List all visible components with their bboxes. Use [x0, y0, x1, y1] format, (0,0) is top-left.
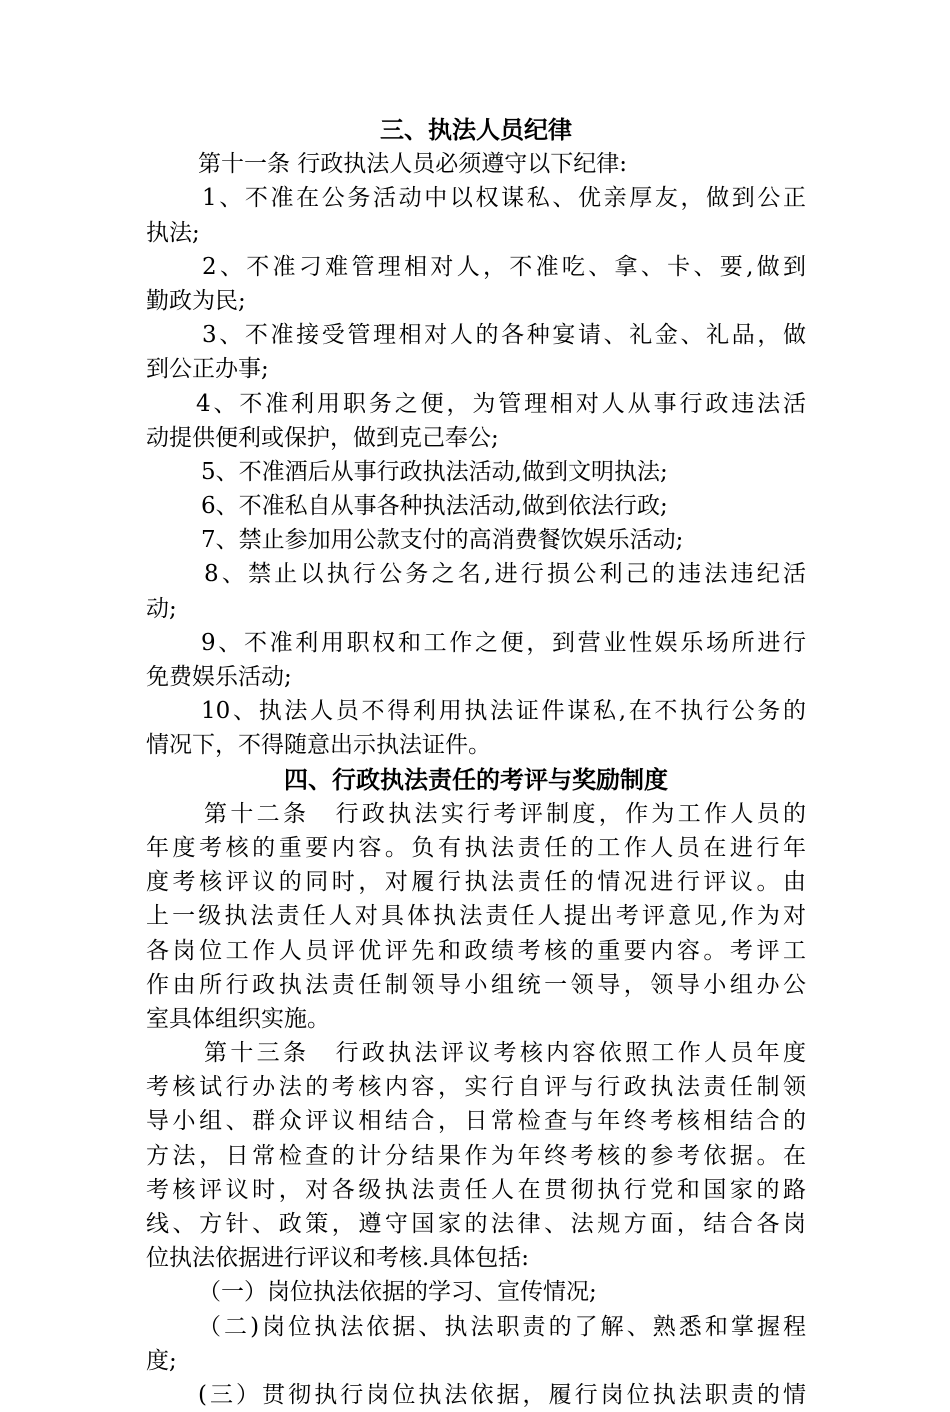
sub-item-3: (三）贯彻执行岗位执法依据，履行岗位执法职责的情: [198, 1381, 806, 1408]
section-heading: 三、执法人员纪律: [380, 116, 572, 144]
list-item-1: 1、不准在公务活动中以权谋私、优亲厚友，做到公正: [202, 185, 806, 212]
list-item-2: 2、不准刁难管理相对人，不准吃、拿、卡、要,做到: [202, 253, 806, 280]
list-item-6: 6、不准私自从事各种执法活动,做到依法行政;: [201, 493, 668, 520]
list-item-3-cont: 到公正办事;: [146, 356, 269, 383]
list-item-10: 10、执法人员不得利用执法证件谋私,在不执行公务的: [201, 698, 806, 725]
paragraph-line: 线、方针、政策，遵守国家的法律、法规方面，结合各岗: [146, 1211, 806, 1237]
sub-item-2: （二)岗位执法依据、执法职责的了解、熟悉和掌握程: [198, 1313, 806, 1340]
list-item-2-cont: 勤政为民;: [146, 287, 246, 314]
paragraph-line: 室具体组织实施。: [146, 1005, 330, 1032]
list-item-4-cont: 动提供便利或保护，做到克己奉公;: [146, 424, 499, 451]
paragraph-line: 第十二条 行政执法实行考评制度，作为工作人员的: [204, 800, 806, 827]
list-item-4: 4、不准利用职务之便，为管理相对人从事行政违法活: [196, 390, 806, 417]
paragraph-line: 各岗位工作人员评优评先和政绩考核的重要内容。考评工: [146, 937, 806, 964]
list-item-3: 3、不准接受管理相对人的各种宴请、礼金、礼品，做: [202, 322, 806, 349]
sub-item-1: （一）岗位执法依据的学习、宣传情况;: [198, 1279, 597, 1306]
list-item-5: 5、不准酒后从事行政执法活动,做到文明执法;: [201, 458, 668, 485]
article-11-intro: 第十一条 行政执法人员必须遵守以下纪律:: [198, 151, 628, 178]
document-body: [146, 113, 806, 1412]
paragraph-line: 考核评议时，对各级执法责任人在贯彻执行党和国家的路: [146, 1176, 806, 1203]
paragraph-line: 方法，日常检查的计分结果作为年终考核的参考依据。在: [146, 1142, 806, 1169]
list-item-10-cont: 情况下，不得随意出示执法证件。: [146, 732, 491, 759]
paragraph-line: 年度考核的重要内容。负有执法责任的工作人员在进行年: [146, 834, 806, 861]
list-item-8: 8、禁止以执行公务之名,进行损公利己的违法违纪活: [204, 561, 806, 588]
paragraph-line: 导小组、群众评议相结合，日常检查与年终考核相结合的: [146, 1108, 806, 1135]
paragraph-line: 考核试行办法的考核内容，实行自评与行政执法责任制领: [146, 1074, 806, 1101]
paragraph-line: 度考核评议的同时，对履行执法责任的情况进行评议。由: [146, 869, 806, 896]
list-item-9-cont: 免费娱乐活动;: [146, 664, 292, 690]
list-item-7: 7、禁止参加用公款支付的高消费餐饮娱乐活动;: [201, 527, 684, 554]
list-item-1-cont: 执法;: [146, 219, 200, 246]
paragraph-line: 第十三条 行政执法评议考核内容依照工作人员年度: [204, 1040, 806, 1067]
paragraph-line: 作由所行政执法责任制领导小组统一领导，领导小组办公: [146, 971, 806, 998]
sub-item-2-cont: 度;: [146, 1347, 177, 1374]
paragraph-line: 位执法依据进行评议和考核.具体包括:: [146, 1245, 530, 1272]
section-heading: 四、行政执法责任的考评与奖励制度: [284, 765, 668, 794]
list-item-9: 9、不准利用职权和工作之便，到营业性娱乐场所进行: [201, 629, 806, 656]
list-item-8-cont: 动;: [146, 595, 177, 622]
paragraph-line: 上一级执法责任人对具体执法责任人提出考评意见,作为对: [146, 903, 806, 930]
